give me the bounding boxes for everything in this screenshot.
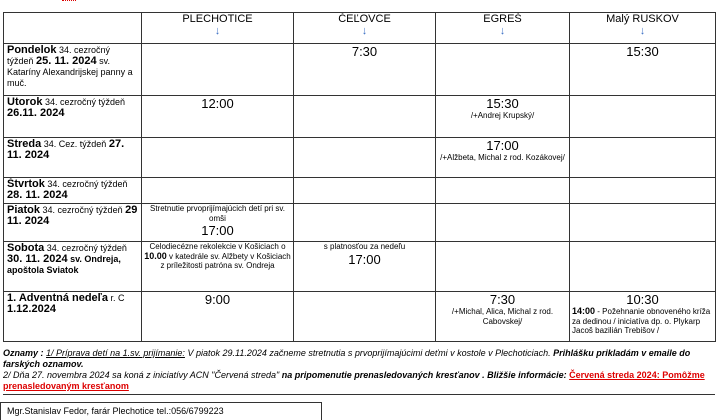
cell-plechotice <box>142 44 294 96</box>
arrow-down-icon: ↓ <box>639 25 646 37</box>
arrow-down-icon: ↓ <box>361 25 368 37</box>
cell-ruskov: 15:30 <box>570 44 716 96</box>
table-row <box>4 292 716 342</box>
cell-ruskov <box>570 178 716 204</box>
cell-celovce <box>294 204 436 242</box>
announcement-link[interactable]: Červená streda 2024: Pomôžme prenasledovaným kresťanom <box>3 370 705 391</box>
arrow-down-icon: ↓ <box>214 25 221 37</box>
cell-celovce <box>294 96 436 138</box>
table-row <box>4 96 716 138</box>
cell-plechotice: Celodiecézne rekolekcie v Košiciach o 10.00 v katedrále sv. Alžbety v Košiciach z príležitosti patróna sv. Ondreja <box>142 242 294 292</box>
cell-celovce <box>294 138 436 178</box>
day-cell: Utorok 34. cezročný týždeň 26.11. 2024 <box>4 96 142 138</box>
cell-plechotice: 12:00 <box>142 96 294 138</box>
cell-plechotice <box>142 138 294 178</box>
day-cell: Pondelok 34. cezročný týždeň 25. 11. 2024 sv. Kataríny Alexandrijskej panny a muč. <box>4 44 142 96</box>
cell-celovce <box>294 292 436 342</box>
table-row <box>4 138 716 178</box>
cell-ruskov: 10:30 14:00 - Požehnanie obnoveného kríža za dedinou / iniciatíva dp. o. Plykarp Jacoš bazilián Trebišov / <box>570 292 716 342</box>
header-row <box>4 13 716 44</box>
cell-egres <box>436 242 570 292</box>
table-row <box>4 242 716 292</box>
announcements: Oznamy : 1/ Príprava detí na 1.sv. prijímanie: V piatok 29.11.2024 začneme stretnutia s prvoprijímajúcimi deťmi v kostole v Plechoticiach. Prihlášku prikladám v emaile do farských oznamov. 2/ Dňa 27. novembra 2024 sa koná z iniciatívy ACN "Červená streda" na pripomenutie prenasledovaných kresťanov . Bližšie informácie: Červená streda 2024: Pomôžme prenasledovaným kresťanom <box>3 348 715 395</box>
cell-egres <box>436 204 570 242</box>
cell-egres: 17:00 /+Alžbeta, Michal z rod. Kozákovej/ <box>436 138 570 178</box>
cell-celovce: s platnosťou za nedeľu 17:00 <box>294 242 436 292</box>
cell-egres: 15:30 /+Andrej Krupský/ <box>436 96 570 138</box>
header-blank <box>4 13 142 44</box>
table-row <box>4 178 716 204</box>
cell-egres: 7:30 /+Michal, Alica, Michal z rod. Cabovskej/ <box>436 292 570 342</box>
table-row <box>4 204 716 242</box>
column-egres: EGREŠ ↓ <box>436 13 570 44</box>
cell-ruskov <box>570 242 716 292</box>
footer-contact: Mgr.Stanislav Fedor, farár Plechotice tel.:056/6799223 <box>0 402 322 420</box>
cell-ruskov <box>570 138 716 178</box>
day-cell: 1. Adventná nedeľa r. C 1.12.2024 <box>4 292 142 342</box>
arrow-down-icon: ↓ <box>499 25 506 37</box>
cell-celovce <box>294 178 436 204</box>
day-cell: Sobota 34. cezročný týždeň 30. 11. 2024 sv. Ondreja, apoštola Sviatok <box>4 242 142 292</box>
mass-schedule-table <box>3 12 716 342</box>
day-cell: Štvrtok 34. cezročný týždeň 28. 11. 2024 <box>4 178 142 204</box>
day-cell: Piatok 34. cezročný týždeň 29 11. 2024 <box>4 204 142 242</box>
table-row <box>4 44 716 96</box>
cell-plechotice: Stretnutie prvoprijímajúcich detí pri sv. omši 17:00 <box>142 204 294 242</box>
red-mark <box>62 0 76 3</box>
column-celovce: ČEĽOVCE ↓ <box>294 13 436 44</box>
cell-plechotice <box>142 178 294 204</box>
cell-egres <box>436 178 570 204</box>
cell-ruskov <box>570 204 716 242</box>
cell-egres <box>436 44 570 96</box>
column-plechotice: PLECHOTICE ↓ <box>142 13 294 44</box>
cell-celovce: 7:30 <box>294 44 436 96</box>
cell-ruskov <box>570 96 716 138</box>
cell-plechotice: 9:00 <box>142 292 294 342</box>
day-cell: Streda 34. Cez. týždeň 27. 11. 2024 <box>4 138 142 178</box>
column-maly-ruskov: Malý RUSKOV ↓ <box>570 13 716 44</box>
